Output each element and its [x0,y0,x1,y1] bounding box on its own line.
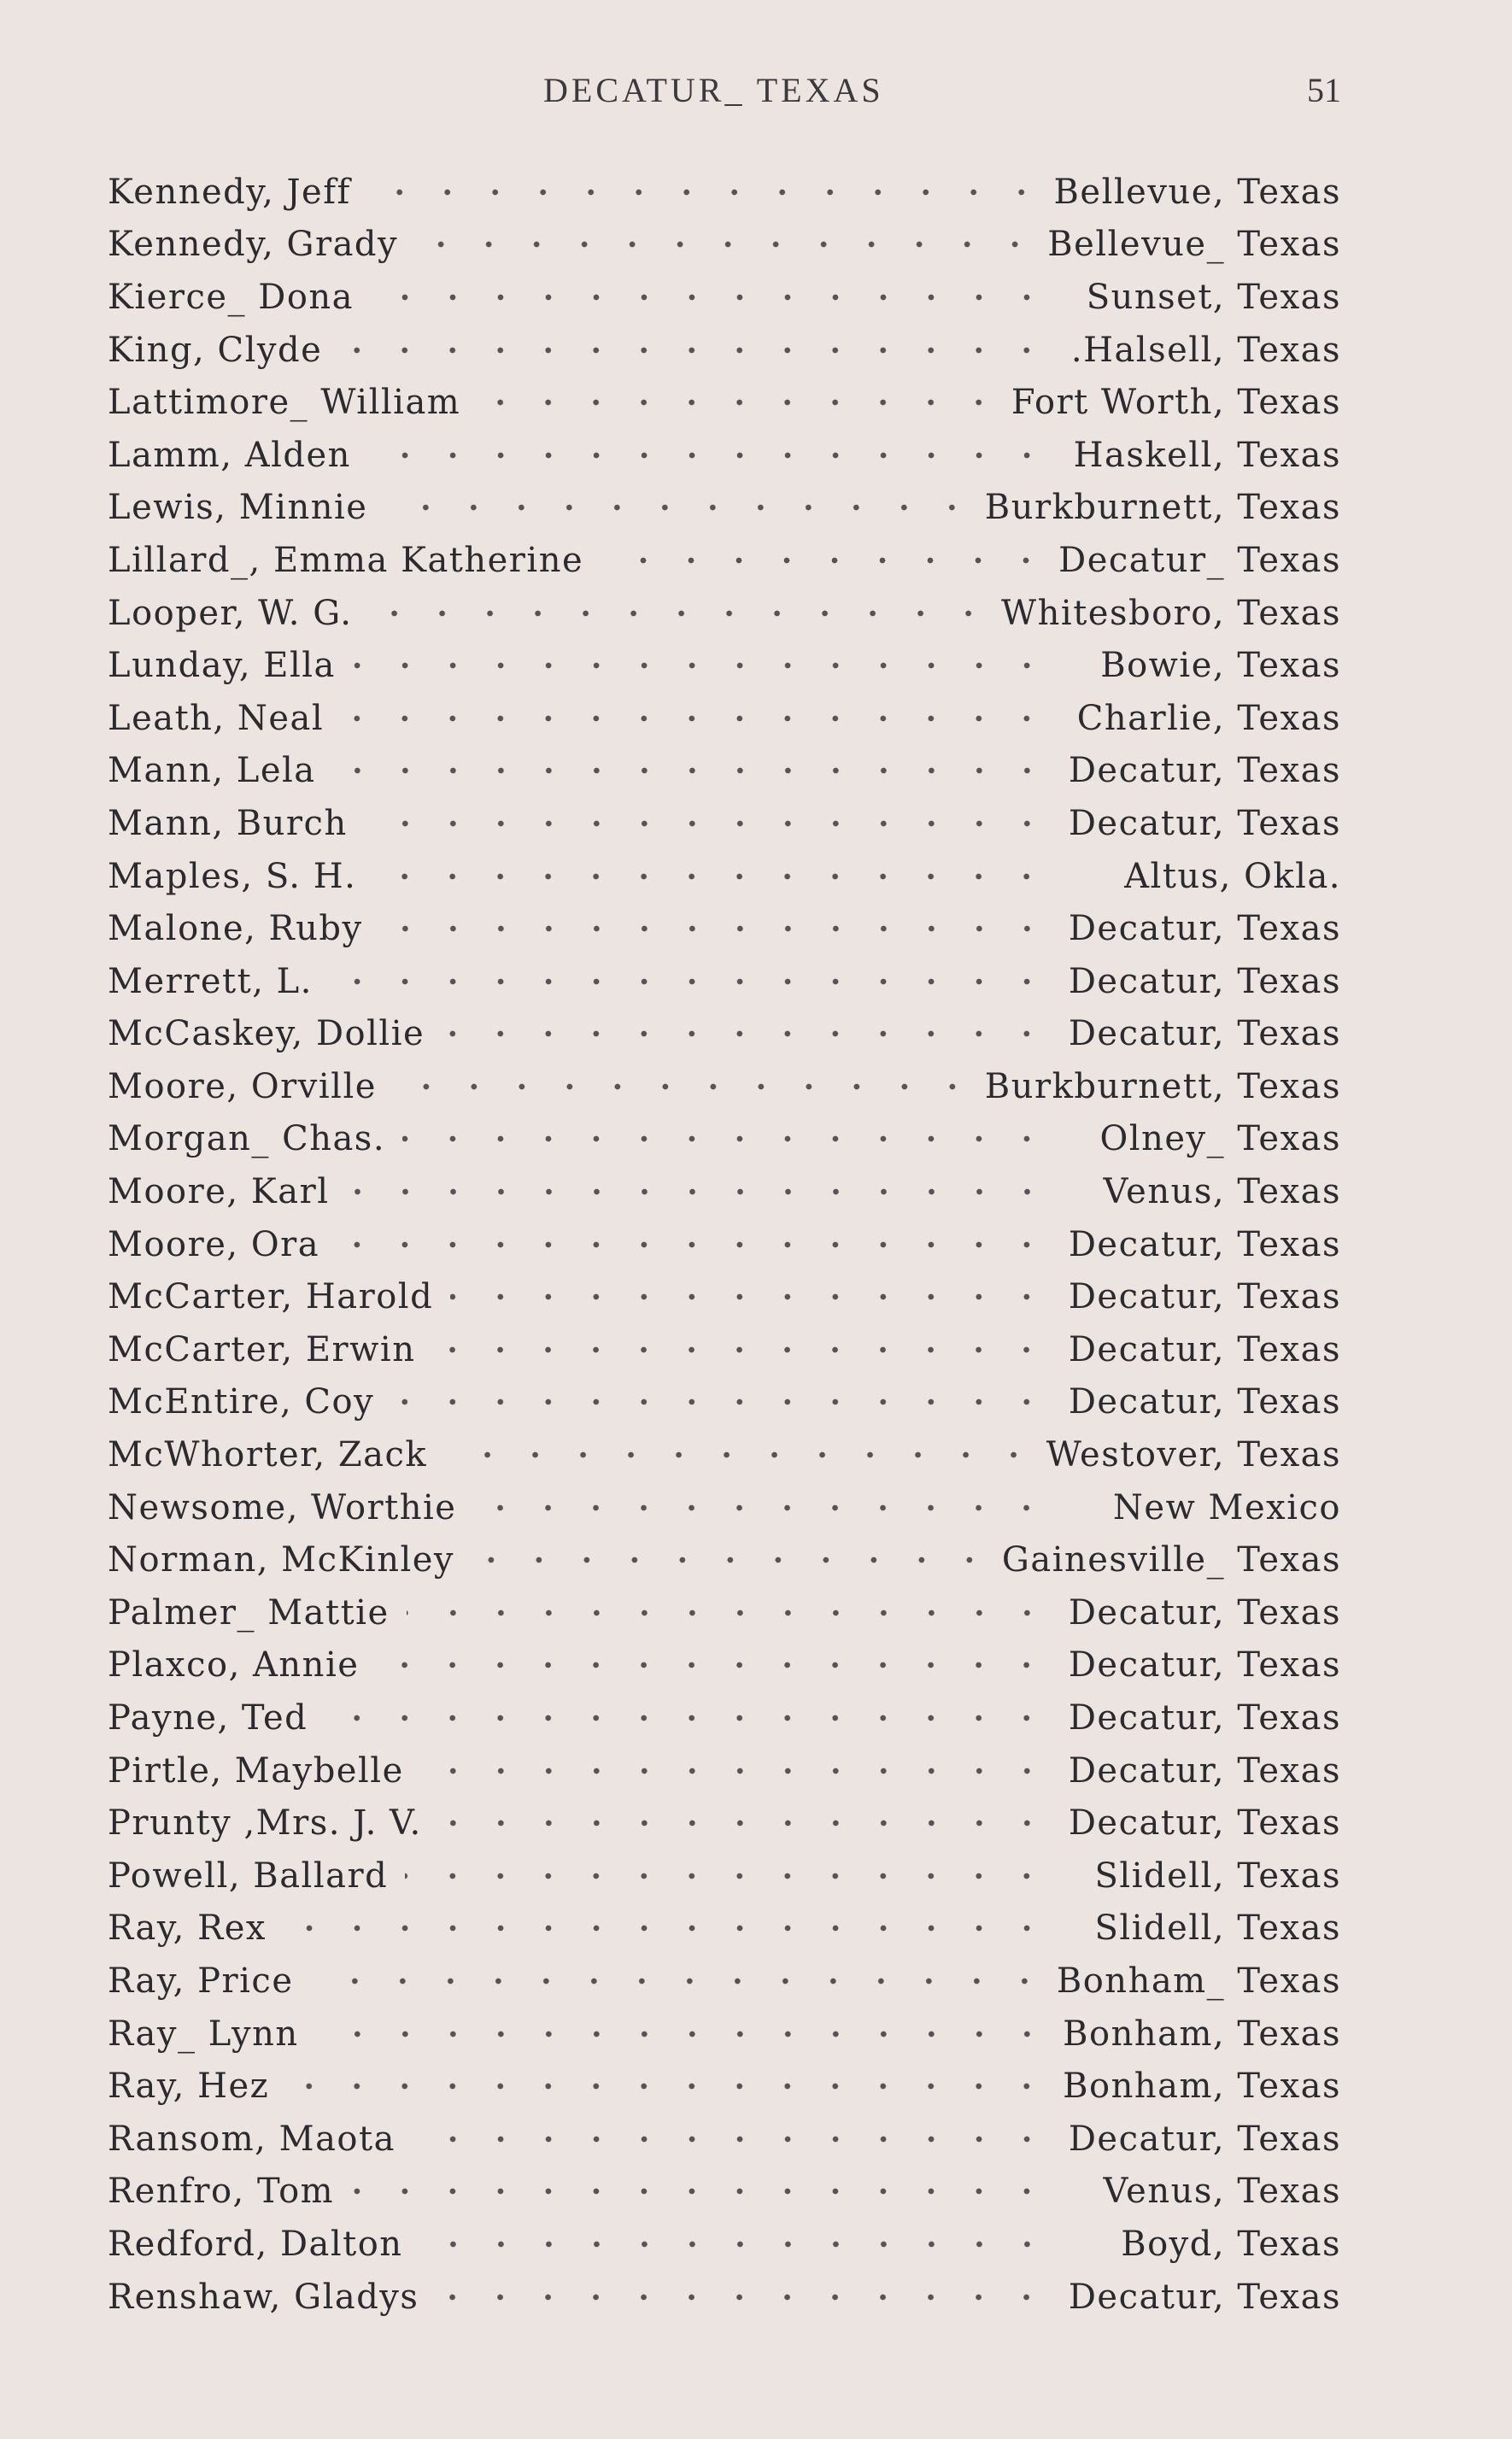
entry-name: King, Clyde [108,330,323,370]
entry-place: Westover, Texas [1046,1435,1341,1475]
directory-entry [108,1376,1341,1429]
dot-leader [407,1596,1051,1630]
dot-leader [436,2280,1051,2314]
entry-place: Slidell, Texas [1094,1908,1341,1949]
directory-entry [108,1639,1341,1692]
directory-entry [108,692,1341,745]
entry-name: Plaxco, Annie [108,1645,360,1686]
entry-place: Fort Worth, Texas [1011,383,1341,423]
entry-name: Pirtle, Maybelle [108,1750,404,1791]
dot-leader [442,1017,1051,1051]
entry-place: Decatur, Texas [1068,1698,1341,1738]
entry-name: Moore, Ora [108,1224,320,1264]
entry-place: Bellevue, Texas [1053,172,1341,212]
directory-entry [108,376,1341,429]
directory-list [108,166,1341,2323]
dot-leader [439,1806,1051,1840]
directory-entry [108,2060,1341,2113]
directory-entry [108,1218,1341,1271]
directory-entry [108,1691,1341,1744]
dot-leader [384,490,976,525]
directory-entry [108,219,1341,272]
entry-place: Decatur, Texas [1068,961,1341,1001]
directory-entry [108,2218,1341,2271]
directory-entry [108,1903,1341,1955]
entry-place: Bowie, Texas [1100,646,1341,686]
entry-place: Haskell, Texas [1073,435,1341,475]
entry-place: Decatur, Texas [1068,751,1341,791]
dot-leader [444,1438,1038,1472]
directory-entry [108,850,1341,903]
entry-place: Decatur, Texas [1068,1592,1341,1633]
dot-leader [330,964,1051,999]
dot-leader [394,1070,976,1104]
entry-place: Decatur, Texas [1068,803,1341,843]
entry-name: Ray, Price [108,1961,294,2001]
entry-place: Decatur, Texas [1068,1014,1341,1054]
entry-name: Lewis, Minnie [108,488,368,528]
directory-entry [108,534,1341,587]
dot-leader [369,596,993,630]
dot-leader [450,1280,1051,1314]
dot-leader [339,333,1051,367]
entry-place: Charlie, Texas [1076,698,1341,738]
entry-place: Bonham, Texas [1063,2067,1341,2107]
directory-entry [108,1323,1341,1376]
entry-name: Ransom, Maota [108,2119,396,2159]
directory-entry [108,2008,1341,2061]
entry-place: Burkburnett, Texas [984,1066,1341,1106]
dot-leader [432,1333,1051,1367]
entry-place: Olney_ Texas [1099,1119,1341,1159]
entry-name: Mann, Burch [108,803,348,843]
entry-place: Decatur, Texas [1068,1382,1341,1422]
dot-leader [347,1175,1052,1209]
directory-entry [108,1060,1341,1113]
entry-name: McCaskey, Dollie [108,1014,425,1054]
dot-leader [337,1228,1051,1262]
entry-name: Ray_ Lynn [108,2014,299,2054]
entry-place: Decatur, Texas [1068,1750,1341,1791]
entry-place: Slidell, Texas [1094,1856,1341,1896]
dot-leader [380,912,1051,946]
directory-entry [108,324,1341,377]
page-header-title: DECATUR_ TEXAS [543,71,884,109]
entry-name: Looper, W. G. [108,593,353,633]
entry-place: Decatur, Texas [1068,1645,1341,1686]
directory-entry [108,1428,1341,1481]
dot-leader [601,543,1050,578]
directory-entry [108,1533,1341,1586]
dot-leader [286,2069,1051,2103]
directory-entry [108,1955,1341,2008]
directory-entry [108,1797,1341,1850]
entry-name: Merrett, L. [108,961,313,1001]
dot-leader [333,753,1051,788]
entry-place: Gainesville_ Texas [1001,1540,1341,1580]
dot-leader [316,2017,1051,2051]
entry-place: Venus, Texas [1103,1172,1341,1212]
entry-name: McEntire, Coy [108,1382,375,1422]
entry-name: Norman, McKinley [108,1540,455,1580]
entry-place: Boyd, Texas [1121,2224,1341,2264]
dot-leader [402,1122,1051,1156]
dot-leader [351,2174,1051,2208]
directory-entry [108,587,1341,640]
dot-leader [368,438,1051,472]
entry-place: Decatur, Texas [1068,909,1341,949]
entry-name: Moore, Karl [108,1172,330,1212]
entry-name: Renfro, Tom [108,2172,335,2212]
page-number: 51 [1307,71,1341,109]
directory-entry [108,902,1341,955]
entry-place: Decatur, Texas [1068,2277,1341,2317]
directory-entry [108,1481,1341,1534]
entry-place: Bellevue_ Texas [1047,225,1341,265]
entry-name: Lunday, Ella [108,646,336,686]
directory-entry [108,271,1341,324]
entry-place: Decatur, Texas [1068,1277,1341,1317]
entry-name: Lattimore_ William [108,383,461,423]
entry-name: Lillard_, Emma Katherine [108,540,584,580]
directory-entry [108,482,1341,535]
directory-entry [108,166,1341,219]
directory-entry [108,1270,1341,1323]
directory-entry [108,745,1341,798]
dot-leader [373,859,1051,894]
directory-entry [108,2166,1341,2219]
dot-leader [405,1859,1051,1893]
dot-leader [311,1964,1048,1998]
entry-name: Mann, Lela [108,751,316,791]
dot-leader [391,1385,1051,1419]
dot-leader [353,648,1051,683]
entry-place: Bonham_ Texas [1056,1961,1341,2001]
dot-leader [341,701,1051,736]
entry-place: Decatur, Texas [1068,1803,1341,1844]
directory-entry [108,1850,1341,1903]
entry-name: McCarter, Harold [108,1277,434,1317]
directory-entry [108,2113,1341,2166]
directory-entry [108,1008,1341,1061]
entry-place: Whitesboro, Texas [1001,593,1341,633]
dot-leader [376,1648,1051,1682]
entry-place: Decatur, Texas [1068,2119,1341,2159]
entry-place: Burkburnett, Texas [984,488,1341,528]
entry-name: Powell, Ballard [108,1856,389,1896]
entry-place: Decatur, Texas [1068,1329,1341,1369]
dot-leader [473,1491,1051,1525]
entry-place: New Mexico [1112,1487,1341,1527]
dot-leader [415,227,1039,261]
directory-entry [108,639,1341,692]
entry-place: Venus, Texas [1103,2172,1341,2212]
entry-name: Ray, Hez [108,2067,270,2107]
entry-place: Bonham, Texas [1063,2014,1341,2054]
entry-name: Kennedy, Jeff [108,172,351,212]
dot-leader [284,1911,1051,1945]
entry-name: Morgan_ Chas. [108,1119,386,1159]
entry-name: Kennedy, Grady [108,225,399,265]
dot-leader [325,1701,1051,1735]
directory-entry [108,1744,1341,1797]
directory-entry [108,429,1341,482]
entry-name: McWhorter, Zack [108,1435,428,1475]
entry-name: Leath, Neal [108,698,325,738]
entry-name: Payne, Ted [108,1698,308,1738]
dot-leader [472,1543,993,1577]
entry-name: Malone, Ruby [108,909,363,949]
entry-name: Renshaw, Gladys [108,2277,419,2317]
dot-leader [420,2227,1051,2261]
entry-name: Prunty ,Mrs. J. V. [108,1803,422,1844]
entry-place: Altus, Okla. [1124,856,1341,896]
entry-place: .Halsell, Texas [1070,330,1341,370]
entry-name: Moore, Orville [108,1066,377,1106]
dot-leader [421,1754,1051,1788]
entry-place: Decatur_ Texas [1058,540,1341,580]
directory-entry [108,955,1341,1008]
entry-name: Lamm, Alden [108,435,351,475]
directory-entry [108,1165,1341,1218]
dot-leader [368,175,1046,209]
running-head [0,70,1512,121]
entry-place: Decatur, Texas [1068,1224,1341,1264]
entry-name: Newsome, Worthie [108,1487,457,1527]
entry-name: Maples, S. H. [108,856,357,896]
directory-entry [108,1586,1341,1639]
directory-entry [108,1113,1341,1166]
dot-leader [413,2122,1051,2156]
entry-place: Sunset, Texas [1086,277,1341,317]
entry-name: Kierce_ Dona [108,277,355,317]
dot-leader [371,280,1051,314]
entry-name: Palmer_ Mattie [108,1592,390,1633]
directory-entry [108,797,1341,850]
entry-name: McCarter, Erwin [108,1329,416,1369]
dot-leader [365,806,1051,841]
directory-entry [108,2271,1341,2324]
entry-name: Ray, Rex [108,1908,267,1949]
entry-name: Redford, Dalton [108,2224,403,2264]
dot-leader [478,385,1003,419]
